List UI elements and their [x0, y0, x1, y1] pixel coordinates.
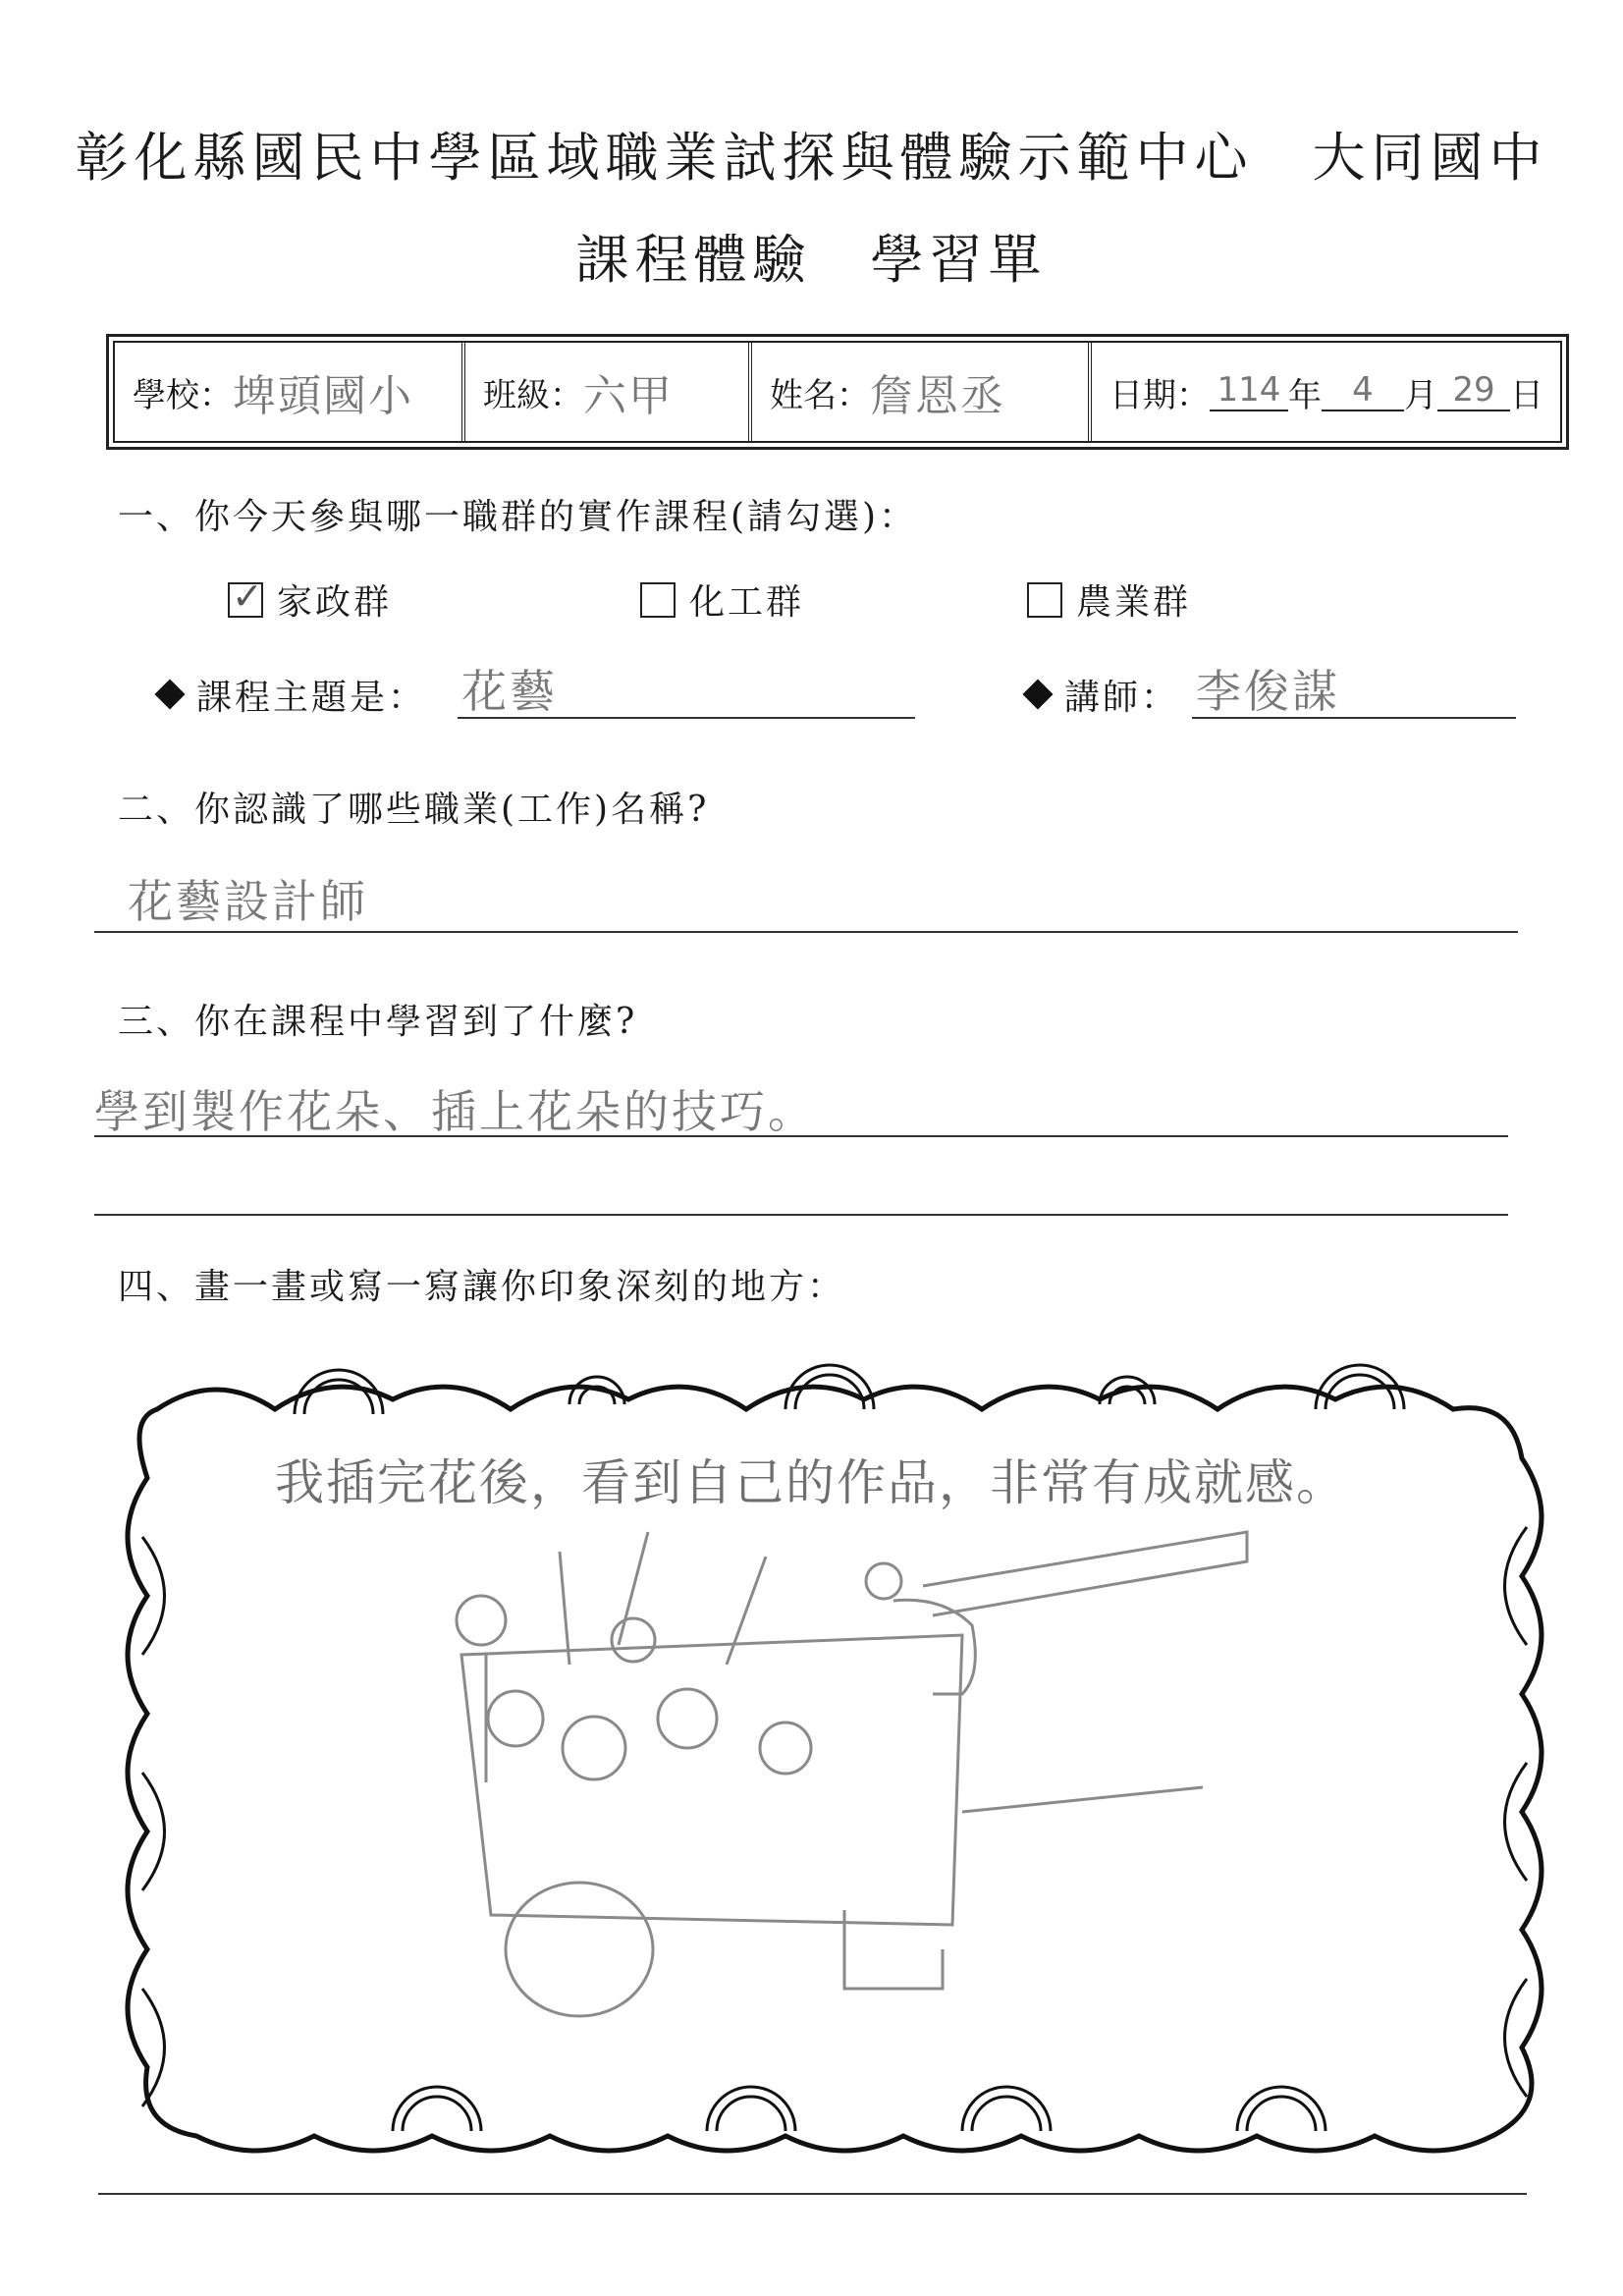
class-label: 班級： [483, 375, 583, 415]
school-label: 學校： [133, 375, 233, 415]
topic-underline [458, 717, 915, 719]
topic-value[interactable]: 花藝 [461, 665, 558, 718]
teacher-value[interactable]: 李俊謀 [1196, 665, 1340, 718]
month-value[interactable]: 4 [1322, 372, 1404, 410]
subtitle-a: 課程體驗 [575, 229, 812, 291]
answer-3-line-1 [94, 1135, 1508, 1137]
name-value[interactable]: 詹恩丞 [870, 371, 1005, 421]
drawing-caption: 我插完花後，看到自己的作品，非常有成就感。 [275, 1454, 1347, 1511]
check-mark-icon: ✓ [232, 574, 266, 618]
day-value[interactable]: 29 [1437, 372, 1510, 410]
option-home-economics[interactable] [228, 574, 392, 625]
answer-3-line-2 [94, 1214, 1508, 1216]
year-value[interactable]: 114 [1210, 372, 1288, 410]
class-value[interactable]: 六甲 [583, 371, 674, 421]
date-cell [1092, 343, 1560, 441]
answer-2[interactable]: 花藝設計師 [128, 875, 368, 928]
name-cell [752, 343, 1092, 441]
page-title [0, 116, 1623, 191]
teacher-label: 講師： [1064, 678, 1180, 718]
question-2: 二、你認識了哪些職業(工作)名稱? [118, 790, 710, 830]
topic-row [159, 670, 426, 720]
checkbox-agriculture[interactable] [1027, 582, 1062, 618]
topic-label: 課程主題是： [196, 678, 427, 718]
class-cell [465, 343, 752, 441]
option-label: 化工群 [689, 582, 805, 623]
question-3: 三、你在課程中學習到了什麼? [118, 1002, 638, 1042]
date-label: 日期： [1109, 375, 1210, 415]
option-chemical[interactable] [640, 574, 804, 625]
answer-2-line [94, 931, 1518, 933]
title-school: 大同國中 [1312, 127, 1548, 189]
answer-3[interactable]: 學到製作花朵、插上花朵的技巧。 [94, 1085, 816, 1138]
name-label: 姓名： [770, 375, 870, 415]
checkbox-home-economics[interactable] [228, 574, 266, 618]
option-agriculture[interactable] [1027, 574, 1191, 625]
teacher-row [1027, 670, 1179, 720]
option-label: 農業群 [1076, 582, 1192, 623]
option-label: 家政群 [277, 582, 393, 623]
subtitle-b: 學習單 [870, 229, 1048, 291]
question-4: 四、畫一畫或寫一寫讓你印象深刻的地方： [118, 1267, 846, 1307]
page-subtitle [0, 218, 1623, 294]
info-table [106, 334, 1569, 450]
month-unit: 月 [1404, 375, 1437, 415]
year-unit: 年 [1288, 375, 1322, 415]
checkbox-chemical[interactable] [640, 582, 676, 618]
diamond-bullet-icon [154, 679, 185, 709]
teacher-underline [1192, 717, 1516, 719]
cart-drawing [457, 1532, 1247, 2016]
day-unit: 日 [1510, 375, 1543, 415]
bottom-rule [98, 2193, 1527, 2195]
question-1: 一、你今天參與哪一職群的實作課程(請勾選)： [118, 497, 918, 537]
title-main: 彰化縣國民中學區域職業試探與體驗示範中心 [75, 127, 1254, 189]
diamond-bullet-icon [1022, 679, 1053, 709]
school-value[interactable]: 埤頭國小 [233, 371, 413, 421]
school-cell [115, 343, 465, 441]
